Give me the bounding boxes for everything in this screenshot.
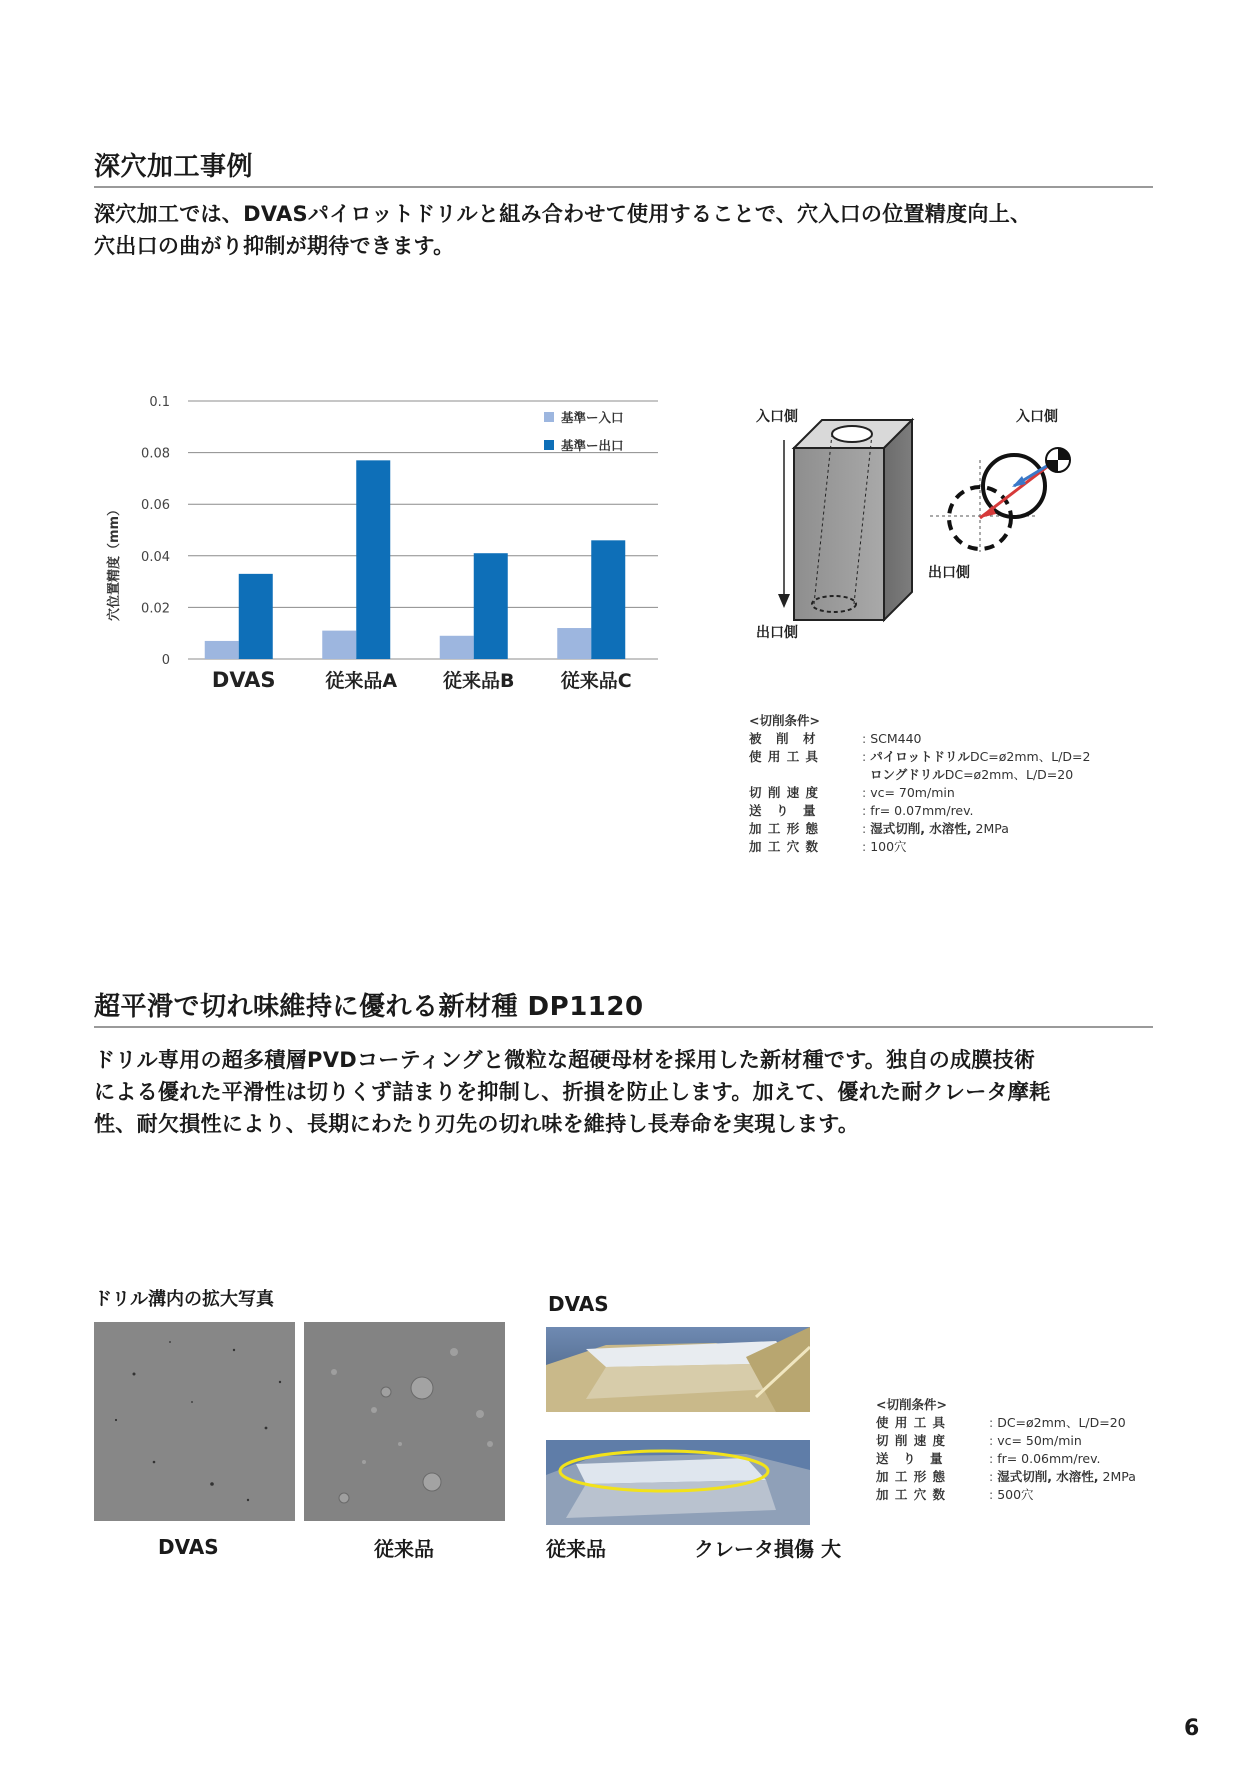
condition-value: fr= 0.07mm/rev. (870, 803, 974, 818)
condition-key: 切 削 速 度 (749, 785, 820, 800)
chart-legend (544, 410, 624, 453)
x-category-label: 従来品A (325, 670, 398, 692)
condition-value-bold: パイロットドリル (870, 749, 970, 764)
condition-value: DC=ø2mm、L/D=20 (944, 767, 1074, 782)
tool-photo-heading: DVAS (548, 1292, 609, 1316)
condition-row: 加 工 形 態 : 湿式切削, 水溶性, 2MPa (749, 821, 1009, 836)
tool-caption-conventional: 従来品 (546, 1537, 606, 1561)
section1-rule (94, 186, 1153, 188)
section2-lead-line2: による優れた平滑性は切りくず詰まりを抑制し、折損を防止します。加えて、優れた耐クレータ摩耗 (94, 1080, 1051, 1104)
sem-photo-dvas (94, 1322, 295, 1521)
y-tick-label: 0.08 (141, 446, 170, 462)
condition-row: 送 り 量 : fr= 0.07mm/rev. (749, 803, 974, 818)
section1-title: 深穴加工事例 (94, 152, 254, 182)
page-number: 6 (1184, 1716, 1200, 1741)
conditions2-heading: <切削条件> (876, 1397, 947, 1412)
entry-side-label: 入口側 (756, 409, 798, 425)
condition-value-bold: ロングドリル (869, 767, 945, 782)
vertical-arrow (778, 440, 790, 608)
condition-value-bold: 湿式切削, 水溶性, (997, 1469, 1099, 1484)
y-tick-label: 0.02 (141, 601, 170, 617)
condition-value: fr= 0.06mm/rev. (997, 1451, 1101, 1466)
bar-entry-3 (557, 628, 591, 659)
tool-photo-dvas (546, 1327, 810, 1412)
section2-lead (94, 1044, 1164, 1140)
section2-lead-line3: 性、耐欠損性により、長期にわたり刃先の切れ味を維持し長寿命を実現します。 (94, 1112, 860, 1136)
section2-title: 超平滑で切れ味維持に優れる新材種 DP1120 (94, 992, 644, 1022)
y-tick-label: 0.04 (141, 549, 170, 565)
condition-key: 加 工 穴 数 (876, 1487, 947, 1502)
y-tick-label: 0 (161, 653, 170, 668)
tool-photo-conventional (546, 1440, 810, 1525)
section2-lead-line1: ドリル専用の超多積層PVDコーティングと微粒な超硬母材を採用した新材種です。独自の成膜技術 (94, 1048, 1036, 1072)
position-circles (930, 448, 1070, 552)
entry-side-label-2: 入口側 (1016, 409, 1058, 425)
condition-key: 切 削 速 度 (876, 1433, 947, 1448)
condition-value-bold: 湿式切削, 水溶性, (870, 821, 972, 836)
x-category-label: 従来品C (560, 670, 632, 692)
bar-entry-0 (205, 641, 239, 659)
y-tick-label: 0.06 (141, 498, 170, 514)
condition-key: 加 工 形 態 (876, 1469, 947, 1484)
legend-swatch-exit (544, 440, 554, 450)
y-axis-label: 穴位置精度（mm） (107, 502, 122, 622)
sem-caption-dvas: DVAS (158, 1535, 219, 1559)
section2-rule (94, 1026, 1153, 1028)
tool-caption-crater: クレータ損傷 大 (694, 1537, 841, 1561)
workpiece-block (794, 420, 912, 620)
condition-row: 被 削 材 : SCM440 (749, 731, 922, 746)
cutting-conditions-2 (876, 1396, 1136, 1504)
section1-lead-line2: 穴出口の曲がり抑制が期待できます。 (94, 234, 455, 258)
photos-heading: ドリル溝内の拡大写真 (94, 1289, 274, 1310)
condition-value: 500穴 (997, 1487, 1034, 1502)
condition-row: 切 削 速 度 : vc= 70m/min (749, 785, 955, 800)
section1-lead (94, 198, 1164, 262)
condition-key: 使 用 工 具 (876, 1415, 947, 1430)
sem-caption-conventional: 従来品 (374, 1537, 434, 1561)
bar-exit-1 (356, 460, 390, 659)
hole-position-diagram (750, 400, 1130, 660)
condition-value: 2MPa (971, 821, 1009, 836)
condition-value: vc= 50m/min (997, 1433, 1082, 1448)
condition-value: DC=ø2mm、L/D=2 (969, 749, 1091, 764)
exit-side-label-2: 出口側 (928, 565, 970, 581)
condition-row: 加 工 穴 数 : 100穴 (749, 839, 907, 854)
condition-key: 送 り 量 (749, 803, 817, 818)
accuracy-bar-chart (96, 390, 696, 710)
cutting-conditions-1 (749, 712, 1090, 856)
condition-row: 切 削 速 度 : vc= 50m/min (876, 1433, 1082, 1448)
condition-row: 加 工 形 態 : 湿式切削, 水溶性, 2MPa (876, 1469, 1136, 1484)
conditions1-heading: <切削条件> (749, 713, 820, 728)
condition-key: 使 用 工 具 (749, 749, 820, 764)
bar-entry-2 (440, 636, 474, 659)
condition-row: 使 用 工 具 : パイロットドリルDC=ø2mm、L/D=2 (749, 749, 1091, 764)
condition-row: 加 工 穴 数 : 500穴 (876, 1487, 1034, 1502)
bar-exit-0 (239, 574, 273, 659)
condition-value: SCM440 (870, 731, 922, 746)
section1-lead-line1: 深穴加工では、DVASパイロットドリルと組み合わせて使用することで、穴入口の位置精度向上、 (94, 202, 1032, 226)
condition-value: DC=ø2mm、L/D=20 (997, 1415, 1126, 1430)
bar-entry-1 (322, 631, 356, 659)
legend-label-exit: 基準ー出口 (561, 438, 624, 453)
condition-value: vc= 70m/min (870, 785, 955, 800)
condition-key: 加 工 形 態 (749, 821, 820, 836)
condition-key: 送 り 量 (876, 1451, 944, 1466)
condition-value: 2MPa (1098, 1469, 1136, 1484)
bar-exit-3 (591, 540, 625, 659)
condition-value: 100穴 (870, 839, 907, 854)
condition-row: 送 り 量 : fr= 0.06mm/rev. (876, 1451, 1101, 1466)
sem-photo-conventional (304, 1322, 505, 1521)
condition-key: 加 工 穴 数 (749, 839, 820, 854)
x-category-label: DVAS (211, 668, 276, 692)
exit-side-label: 出口側 (756, 625, 798, 641)
y-tick-label: 0.1 (149, 395, 170, 410)
condition-row: 使 用 工 具 : DC=ø2mm、L/D=20 (876, 1415, 1126, 1430)
legend-swatch-entry (544, 412, 554, 422)
legend-label-entry: 基準ー入口 (561, 410, 624, 425)
condition-row (749, 766, 1090, 784)
x-category-label: 従来品B (443, 670, 515, 692)
condition-key: 被 削 材 (749, 731, 817, 746)
bar-exit-2 (474, 553, 508, 659)
